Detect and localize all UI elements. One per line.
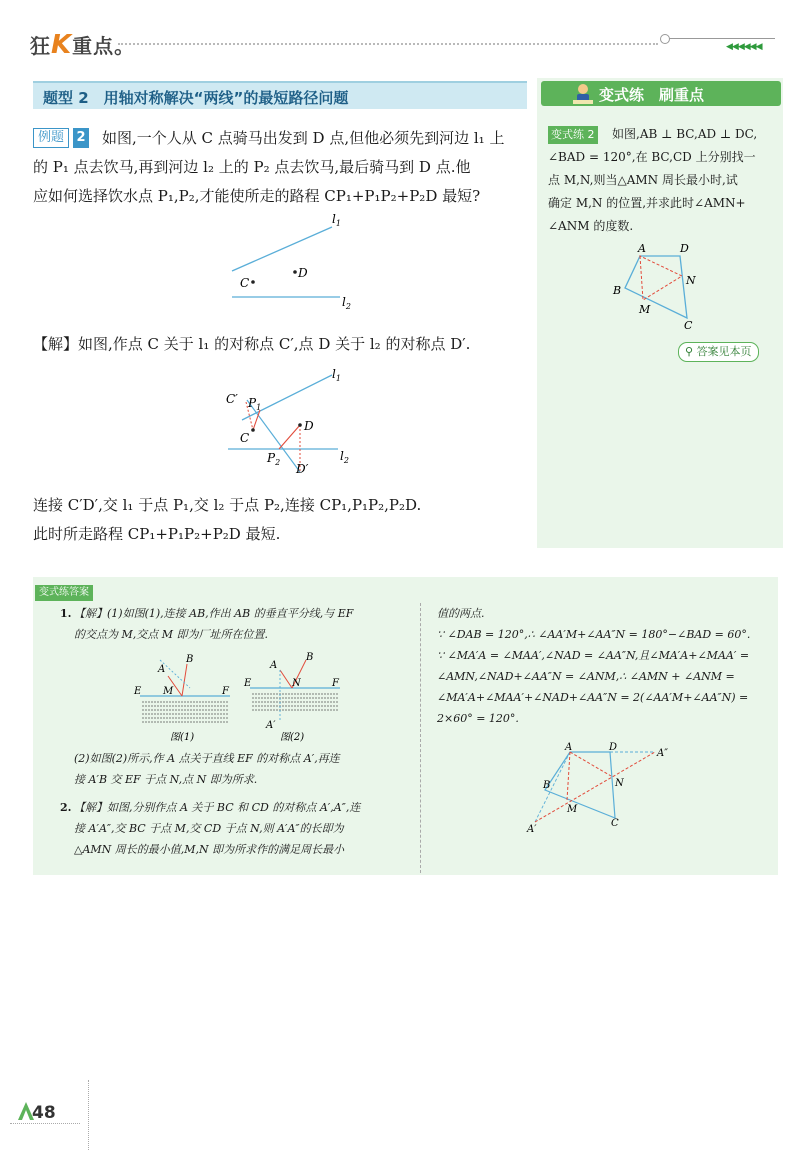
label-p2: $P_2$ <box>267 451 281 467</box>
practice-line-1: 如图,AB ⊥ BC,AD ⊥ DC, <box>612 127 758 141</box>
svg-text:F: F <box>332 678 339 689</box>
practice-line-2: ∠BAD = 120°,在 BC,CD 上分别找一 <box>548 150 756 164</box>
svg-text:A″: A″ <box>657 748 668 759</box>
answer-1-line-3: (2)如图(2)所示,作 A 点关于直线 EF 的对称点 A′,再连 <box>74 752 340 765</box>
label-d: D <box>680 242 689 255</box>
label-l1: $l_1$ <box>332 367 341 383</box>
solution-line-2: 连接 C′D′,交 l₁ 于点 P₁,交 l₂ 于点 P₂,连接 CP₁,P₁P₂,P₂D. <box>33 496 422 514</box>
brand-prefix: 狂 <box>30 34 51 58</box>
label-c: C <box>240 276 250 290</box>
page-number: 48 <box>32 1103 56 1123</box>
brand-logo <box>30 30 135 60</box>
header-dotted-rule <box>118 43 658 45</box>
problem-line-1: 如图,一个人从 C 点骑马出发到 D 点,但他必须先到河边 l₁ 上 <box>102 129 505 147</box>
section-header <box>33 81 527 109</box>
point-d <box>293 270 297 274</box>
solution-line-1: 【解】如图,作点 C 关于 l₁ 的对称点 C′,点 D 关于 l₂ 的对称点 D′. <box>33 335 471 353</box>
label-l1: $l_1$ <box>332 212 341 228</box>
answer-2-line-3: △AMN 周长的最小值,M,N 即为所求作的满足周长最小 <box>74 843 345 856</box>
label-dprime: D′ <box>296 462 309 476</box>
line-l1 <box>232 227 332 271</box>
label-l2: $l_2$ <box>342 295 351 311</box>
answer-1-line-2: 的交点为 M,交点 M 即为厂址所在位置. <box>74 628 269 641</box>
svg-text:M: M <box>163 686 174 697</box>
answer-2-right-5: ∠MA′A+∠MAA′+∠NAD+∠AA″N = 2(∠AA′M+∠AA″N) = <box>437 691 749 704</box>
answer-2-right-2: ∵ ∠DAB = 120°,∴ ∠AA′M+∠AA″N = 180°−∠BAD = 60°. <box>437 628 751 641</box>
problem-line-2: 的 P₁ 点去饮马,再到河边 l₂ 上的 P₂ 点去饮马,最后骑马到 D 点.他 <box>33 158 471 176</box>
header-rule <box>665 38 775 39</box>
svg-text:N: N <box>292 678 301 689</box>
answer-2-num: 2. <box>60 801 72 814</box>
label-d: D <box>304 419 314 433</box>
svg-text:图(2): 图(2) <box>280 732 305 743</box>
svg-text:A: A <box>158 664 166 675</box>
svg-text:E: E <box>134 686 142 697</box>
label-c: C <box>240 431 250 445</box>
svg-text:D: D <box>609 742 618 753</box>
triangle-amn <box>640 256 682 300</box>
example-number: 2 <box>73 128 89 148</box>
label-a: A <box>638 242 646 255</box>
svg-text:M: M <box>567 804 578 815</box>
point-c <box>251 428 255 432</box>
label-d: D <box>298 266 308 280</box>
figure-problem <box>220 205 370 315</box>
practice-tag: 变式练 2 <box>548 126 598 144</box>
answer-2-right-1: 值的两点. <box>437 607 485 620</box>
answer-1-num: 1. <box>60 607 72 620</box>
practice-header <box>541 81 781 106</box>
practice-line-3: 点 M,N,则当△AMN 周长最小时,试 <box>548 173 738 187</box>
svg-text:A′: A′ <box>266 720 276 731</box>
solution-line-3: 此时所走路程 CP₁+P₁P₂+P₂D 最短. <box>33 525 281 543</box>
svg-text:A: A <box>270 660 278 671</box>
answer-2-line-2: 接 A′A″,交 BC 于点 M,交 CD 于点 N,则 A′A″的长即为 <box>74 822 344 835</box>
svg-text:C: C <box>611 818 619 829</box>
svg-text:B: B <box>543 780 551 791</box>
brand-suffix: 重点。 <box>72 34 136 58</box>
footer-vertical-rule <box>88 1080 89 1150</box>
point-c <box>251 280 255 284</box>
label-m: M <box>639 303 651 316</box>
answer-2-line-1: 【解】如图,分别作点 A 关于 BC 和 CD 的对称点 A′,A″,连 <box>74 801 361 814</box>
practice-title: 变式练 刷重点 <box>599 86 705 104</box>
answer-2-right-6: 2×60° = 120°. <box>437 712 519 725</box>
answer-2-right-3: ∵ ∠MA′A = ∠MAA′,∠NAD = ∠AA″N,且∠MA′A+∠MAA′ = <box>437 649 750 662</box>
footer-horizontal-rule <box>10 1123 80 1124</box>
label-l2: $l_2$ <box>340 449 349 465</box>
answer-2-right-4: ∠AMN,∠NAD+∠AA″N = ∠ANM,∴ ∠AMN + ∠ANM = <box>437 670 735 683</box>
problem-line-3: 应如何选择饮水点 P₁,P₂,才能使所走的路程 CP₁+P₁P₂+P₂D 最短? <box>33 187 481 205</box>
header-circle-icon <box>660 34 670 44</box>
pin-icon: ⚲ <box>685 345 694 358</box>
svg-text:B: B <box>306 652 314 663</box>
svg-text:A: A <box>565 742 573 753</box>
label-n: N <box>686 274 696 287</box>
svg-text:A′: A′ <box>527 824 537 835</box>
practice-figure <box>605 238 705 333</box>
answer-figure-3 <box>525 740 685 840</box>
svg-text:图(1): 图(1) <box>170 732 195 743</box>
practice-line-5: ∠ANM 的度数. <box>548 219 634 233</box>
label-c: C <box>684 319 693 332</box>
svg-text:E: E <box>244 678 252 689</box>
point-d <box>298 423 302 427</box>
label-b: B <box>613 284 622 297</box>
figure-solution <box>220 360 370 480</box>
answers-tag: 变式练答案 <box>35 585 93 601</box>
brand-k: K <box>51 30 73 60</box>
quad-abcd <box>625 256 687 318</box>
answer-link[interactable] <box>678 342 759 362</box>
svg-text:F: F <box>222 686 229 697</box>
seg-p2d <box>279 425 300 449</box>
label-p1: $P_1$ <box>248 396 262 412</box>
answer-link-label: 答案见本页 <box>696 345 752 358</box>
student-icon <box>571 82 595 105</box>
answer-1-line-1: 【解】(1)如图(1),连接 AB,作出 AB 的垂直平分线,与 EF <box>74 607 354 620</box>
answer-figure-2 <box>240 648 350 744</box>
section-title: 题型 2 用轴对称解决“两线”的最短路径问题 <box>43 89 349 107</box>
svg-text:B: B <box>186 654 194 665</box>
practice-line-4: 确定 M,N 的位置,并求此时∠AMN+ <box>548 196 746 210</box>
svg-text:N: N <box>615 778 624 789</box>
answer-figure-1 <box>130 648 240 744</box>
header-arrows-icon: ◀◀◀◀◀◀ <box>726 42 762 52</box>
answer-1-line-4: 接 A′B 交 EF 于点 N,点 N 即为所求. <box>74 773 258 786</box>
answers-divider <box>420 603 421 873</box>
example-tag: 例题 <box>33 128 69 148</box>
label-cprime: C′ <box>226 392 238 406</box>
